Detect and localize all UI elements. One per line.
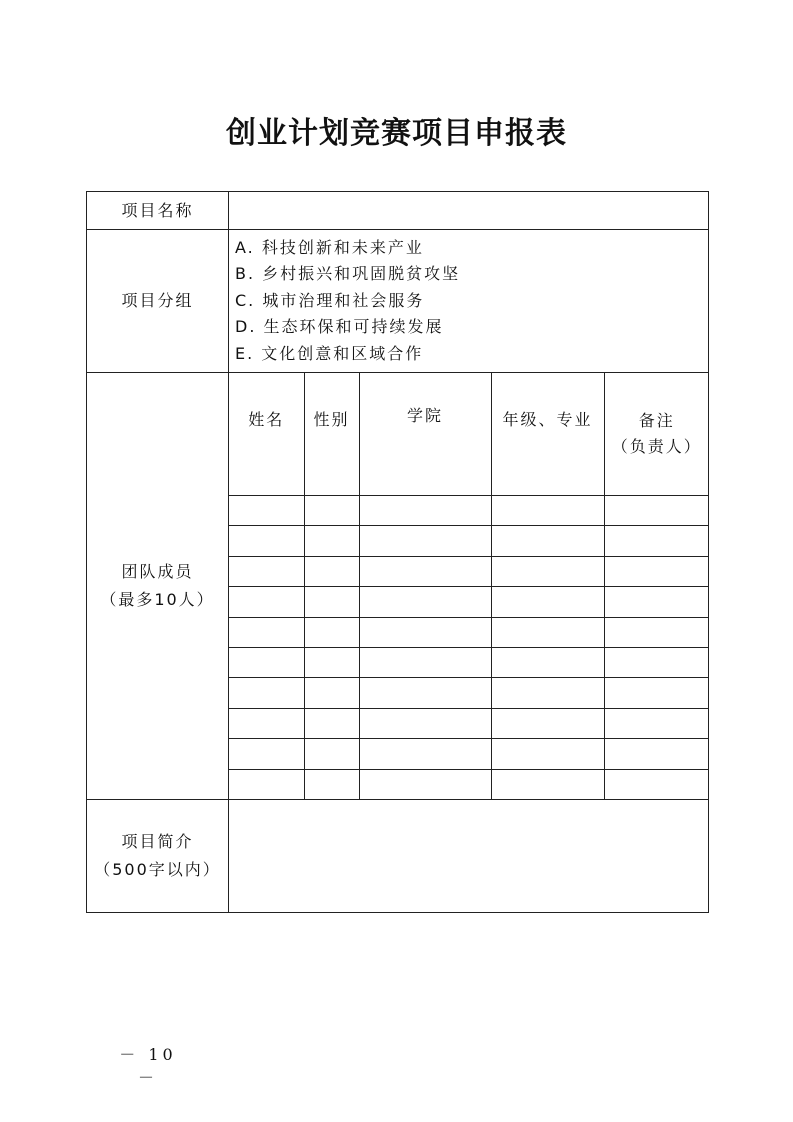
team-member-row <box>229 678 709 708</box>
team-member-row <box>229 708 709 738</box>
team-member-row <box>229 739 709 769</box>
member-note-cell[interactable] <box>604 769 709 799</box>
member-name-cell[interactable] <box>229 617 304 647</box>
group-option-b[interactable]: B. 乡村振兴和巩固脱贫攻坚 <box>235 264 461 284</box>
team-member-row <box>229 617 709 647</box>
member-gender-cell[interactable] <box>304 496 359 526</box>
member-note-cell[interactable] <box>604 739 709 769</box>
member-grade-major-cell[interactable] <box>491 708 604 738</box>
project-summary-label <box>87 799 229 912</box>
team-members-table <box>229 373 709 799</box>
project-name-field[interactable] <box>229 192 709 230</box>
member-grade-major-cell[interactable] <box>491 587 604 617</box>
col-header-college: 学院 <box>359 373 491 496</box>
project-group-row <box>87 230 709 373</box>
member-college-cell[interactable] <box>359 556 491 586</box>
member-note-cell[interactable] <box>604 708 709 738</box>
member-grade-major-cell[interactable] <box>491 739 604 769</box>
member-college-cell[interactable] <box>359 708 491 738</box>
project-name-label: 项目名称 <box>87 192 229 230</box>
project-summary-label-line2: （500字以内） <box>94 859 221 879</box>
team-member-row <box>229 526 709 556</box>
member-gender-cell[interactable] <box>304 587 359 617</box>
member-grade-major-cell[interactable] <box>491 556 604 586</box>
team-members-label-line2: （最多10人） <box>100 589 215 609</box>
team-member-row <box>229 496 709 526</box>
project-group-options <box>229 230 709 373</box>
team-member-row <box>229 587 709 617</box>
group-option-c[interactable]: C. 城市治理和社会服务 <box>235 290 425 310</box>
team-member-row <box>229 556 709 586</box>
member-grade-major-cell[interactable] <box>491 526 604 556</box>
group-option-d[interactable]: D. 生态环保和可持续发展 <box>235 317 444 337</box>
member-gender-cell[interactable] <box>304 739 359 769</box>
member-gender-cell[interactable] <box>304 708 359 738</box>
project-summary-field[interactable] <box>229 799 709 912</box>
member-gender-cell[interactable] <box>304 617 359 647</box>
member-name-cell[interactable] <box>229 587 304 617</box>
team-member-row <box>229 647 709 677</box>
member-name-cell[interactable] <box>229 769 304 799</box>
member-note-cell[interactable] <box>604 556 709 586</box>
member-college-cell[interactable] <box>359 526 491 556</box>
application-form <box>86 191 709 913</box>
member-gender-cell[interactable] <box>304 526 359 556</box>
member-grade-major-cell[interactable] <box>491 769 604 799</box>
team-member-row <box>229 769 709 799</box>
group-option-a[interactable]: A. 科技创新和未来产业 <box>235 237 424 257</box>
member-note-cell[interactable] <box>604 617 709 647</box>
member-gender-cell[interactable] <box>304 678 359 708</box>
member-college-cell[interactable] <box>359 739 491 769</box>
member-name-cell[interactable] <box>229 739 304 769</box>
member-gender-cell[interactable] <box>304 647 359 677</box>
member-name-cell[interactable] <box>229 708 304 738</box>
member-gender-cell[interactable] <box>304 769 359 799</box>
member-note-cell[interactable] <box>604 647 709 677</box>
member-name-cell[interactable] <box>229 556 304 586</box>
col-header-grade-major: 年级、专业 <box>491 373 604 496</box>
member-note-cell[interactable] <box>604 678 709 708</box>
member-name-cell[interactable] <box>229 678 304 708</box>
col-header-gender: 性别 <box>304 373 359 496</box>
page-number: － 10 － <box>119 1045 177 1087</box>
project-summary-label-line1: 项目简介 <box>121 831 194 851</box>
member-grade-major-cell[interactable] <box>491 647 604 677</box>
team-header-row <box>229 373 709 496</box>
member-grade-major-cell[interactable] <box>491 617 604 647</box>
project-summary-row <box>87 799 709 912</box>
member-college-cell[interactable] <box>359 678 491 708</box>
member-grade-major-cell[interactable] <box>491 496 604 526</box>
member-college-cell[interactable] <box>359 496 491 526</box>
member-college-cell[interactable] <box>359 617 491 647</box>
member-gender-cell[interactable] <box>304 556 359 586</box>
member-college-cell[interactable] <box>359 587 491 617</box>
member-note-cell[interactable] <box>604 496 709 526</box>
member-note-cell[interactable] <box>604 526 709 556</box>
project-name-row <box>87 192 709 230</box>
member-college-cell[interactable] <box>359 647 491 677</box>
member-grade-major-cell[interactable] <box>491 678 604 708</box>
col-header-name: 姓名 <box>229 373 304 496</box>
member-name-cell[interactable] <box>229 647 304 677</box>
project-group-label: 项目分组 <box>87 230 229 373</box>
member-name-cell[interactable] <box>229 496 304 526</box>
member-college-cell[interactable] <box>359 769 491 799</box>
team-members-table-cell <box>229 373 709 800</box>
group-option-e[interactable]: E. 文化创意和区域合作 <box>235 343 424 363</box>
member-note-cell[interactable] <box>604 587 709 617</box>
team-members-label-line1: 团队成员 <box>121 561 194 581</box>
page-title: 创业计划竞赛项目申报表 <box>226 116 567 151</box>
team-members-label <box>87 373 229 800</box>
team-members-row <box>87 373 709 800</box>
member-name-cell[interactable] <box>229 526 304 556</box>
col-header-note: 备注 （负责人） <box>604 373 709 496</box>
